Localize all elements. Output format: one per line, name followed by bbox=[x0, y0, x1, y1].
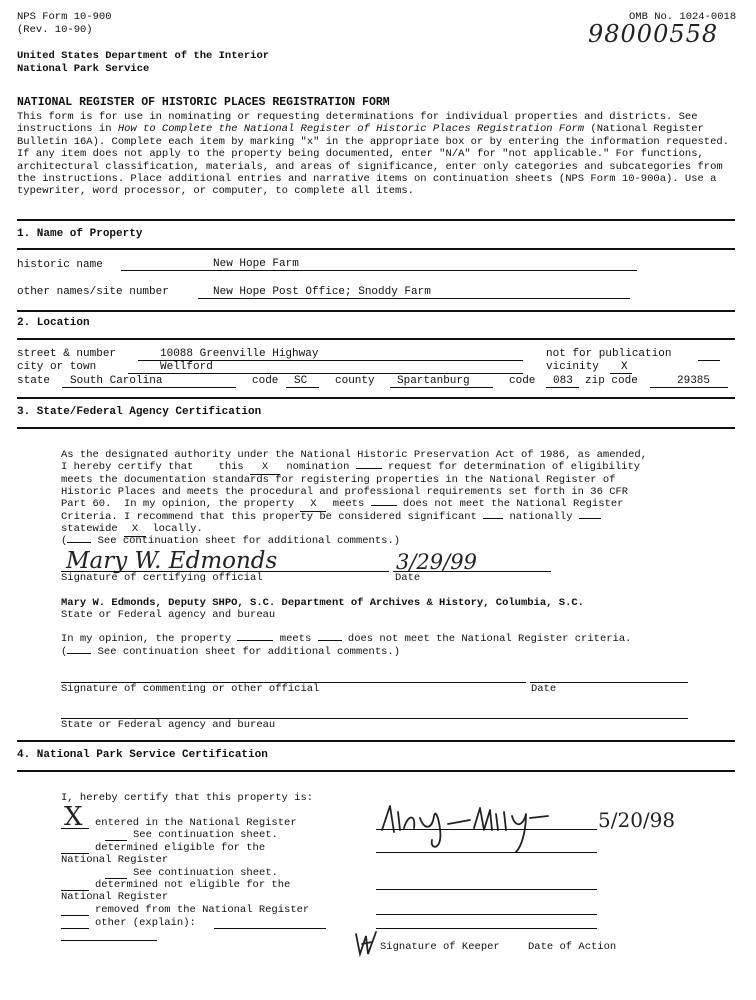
opinion-line-2-a: ( bbox=[61, 646, 68, 658]
county-line bbox=[390, 387, 493, 388]
cert-line-5-a: Part 60. In my opinion, the property bbox=[61, 498, 295, 510]
other-explain-line bbox=[214, 928, 326, 929]
cert-line-6 bbox=[61, 511, 601, 524]
form-revision: (Rev. 10-90) bbox=[17, 24, 93, 36]
service-name: National Park Service bbox=[17, 63, 150, 75]
cert-line-2-a: I hereby certify that this bbox=[61, 461, 244, 473]
section-divider bbox=[17, 770, 735, 772]
nps-intro: I, hereby certify that this property is: bbox=[61, 792, 314, 804]
state-code-label: code bbox=[252, 375, 279, 387]
see1-blank bbox=[105, 840, 127, 841]
other-names-value: New Hope Post Office; Snoddy Farm bbox=[213, 286, 431, 298]
entered-blank bbox=[61, 828, 89, 829]
signature-label: Signature of certifying official bbox=[61, 572, 263, 584]
opinion-line-2 bbox=[61, 646, 400, 659]
omb-number: OMB No. 1024-0018 bbox=[629, 11, 737, 23]
cert-line-3: meets the documentation standards for registering properties in the National Register of bbox=[61, 474, 616, 486]
county-code-label: code bbox=[509, 375, 536, 387]
entered-label: entered in the National Register bbox=[95, 817, 297, 829]
removed-label: removed from the National Register bbox=[95, 904, 310, 916]
county-value: Spartanburg bbox=[397, 375, 470, 387]
certifying-date-handwritten: 3/29/99 bbox=[396, 550, 477, 574]
zip-label: zip code bbox=[585, 375, 638, 387]
cert-line-8-a: ( bbox=[61, 535, 68, 547]
keeper-line-3 bbox=[376, 889, 597, 890]
opinion-text-c: does not meet the National Register criteria. bbox=[347, 633, 632, 645]
eligible-label: determined eligible for the bbox=[95, 842, 266, 854]
agency-label: State or Federal agency and bureau bbox=[61, 609, 276, 621]
cert-line-6-b: nationally bbox=[509, 511, 573, 523]
not-eligible-label-2: National Register bbox=[61, 891, 169, 903]
cert-line-7-a: statewide bbox=[61, 523, 118, 535]
vicinity-line bbox=[610, 373, 632, 374]
form-title: NATIONAL REGISTER OF HISTORIC PLACES REGISTRATION FORM bbox=[17, 96, 390, 109]
state-value: South Carolina bbox=[70, 375, 163, 387]
entered-mark-handwritten: X bbox=[64, 802, 83, 832]
see-continuation-1: See continuation sheet. bbox=[133, 829, 278, 841]
opinion-line-1 bbox=[61, 633, 631, 646]
cert-line-2 bbox=[61, 461, 640, 475]
section-4-heading: 4. National Park Service Certification bbox=[17, 749, 268, 761]
certifying-official-name: Mary W. Edmonds, Deputy SHPO, S.C. Department of Archives & History, Columbia, S.C. bbox=[61, 597, 584, 609]
historic-name-label: historic name bbox=[17, 259, 103, 271]
instructions-paragraph bbox=[17, 111, 733, 198]
vicinity-value: X bbox=[621, 361, 628, 373]
cert-line-6-a: Criteria. I recommend that this property be considered significant bbox=[61, 511, 477, 523]
city-line bbox=[128, 373, 523, 374]
vicinity-label: vicinity bbox=[546, 361, 599, 373]
cert-line-2-c: request for determination of eligibility bbox=[388, 461, 641, 473]
form-number: NPS Form 10-900 bbox=[17, 11, 112, 23]
cert-line-5-c: does not meet the National Register bbox=[402, 498, 624, 510]
comment-signature-label: Signature of commenting or other official bbox=[61, 683, 320, 695]
continuation-blank bbox=[67, 542, 91, 543]
instructions-text: This form is for use in nominating or requesting determinations for individual properties and districts. See instructions in bbox=[17, 111, 698, 136]
street-value: 10088 Greenville Highway bbox=[160, 348, 319, 360]
section-divider bbox=[17, 397, 735, 399]
opinion-continuation-blank bbox=[67, 653, 91, 654]
section-divider bbox=[17, 338, 735, 340]
section-divider bbox=[17, 310, 735, 312]
county-code-value: 083 bbox=[553, 375, 573, 387]
keeper-initials-handwritten bbox=[352, 928, 380, 958]
historic-name-value: New Hope Farm bbox=[213, 258, 299, 270]
other-label: other (explain): bbox=[95, 917, 196, 929]
not-for-publication-label: not for publication bbox=[546, 348, 672, 360]
keeper-signature-label: Signature of Keeper bbox=[380, 941, 500, 953]
other-names-line bbox=[198, 298, 630, 299]
cert-line-5 bbox=[61, 498, 623, 512]
cert-line-8-b: See continuation sheet for additional comments.) bbox=[91, 535, 401, 547]
action-date-handwritten: 5/20/98 bbox=[598, 808, 676, 832]
agency-2-label: State or Federal agency and bureau bbox=[61, 719, 276, 731]
keeper-signature-handwritten bbox=[376, 800, 596, 856]
section-divider bbox=[17, 427, 735, 429]
cert-line-1: As the designated authority under the National Historic Preservation Act of 1986, as amended, bbox=[61, 449, 647, 461]
opinion-text-b: meets bbox=[279, 633, 312, 645]
opinion-not-meet-blank bbox=[318, 640, 342, 641]
statewide-mark: X bbox=[124, 523, 146, 537]
nationally-blank-2 bbox=[579, 518, 601, 519]
state-code-line bbox=[286, 387, 319, 388]
state-label: state bbox=[17, 375, 51, 387]
zip-value: 29385 bbox=[677, 375, 711, 387]
does-not-meet-blank bbox=[371, 505, 397, 506]
county-label: county bbox=[335, 375, 375, 387]
request-blank bbox=[356, 468, 382, 469]
state-code-value: SC bbox=[294, 375, 308, 387]
county-code-line bbox=[546, 387, 579, 388]
cert-line-7-b: locally. bbox=[152, 523, 203, 535]
instructions-text-rest: (National Register Bulletin 16A). Complete each item by marking "x" in the appropriate box or by entering the information requested. If any item does not apply to the property being documented, enter "N/A" for "not applicable." For functions, architectural classification, materials, and areas of significance, enter only categories and subcategories from the instructions. Place additional entries and narrative items on continuation sheets (NPS Form 10-900a). Use a typewriter, word processor, or computer, to complete all items. bbox=[17, 123, 730, 198]
section-2-heading: 2. Location bbox=[17, 317, 90, 329]
removed-blank bbox=[61, 915, 89, 916]
nationally-blank bbox=[483, 518, 503, 519]
city-value: Wellford bbox=[160, 361, 213, 373]
section-1-heading: 1. Name of Property bbox=[17, 228, 143, 240]
cert-line-5-b: meets bbox=[332, 498, 365, 510]
keeper-line-5 bbox=[376, 928, 597, 929]
historic-name-line bbox=[121, 270, 637, 271]
zip-line bbox=[650, 387, 728, 388]
opinion-line-2-b: See continuation sheet for additional comments.) bbox=[91, 646, 401, 658]
see-continuation-2: See continuation sheet. bbox=[133, 867, 278, 879]
section-divider bbox=[17, 740, 735, 742]
instructions-title-italic: How to Complete the National Register of Historic Places Registration Form bbox=[117, 123, 585, 136]
other-blank bbox=[61, 928, 89, 929]
keeper-line-4 bbox=[376, 914, 597, 915]
state-line bbox=[62, 387, 236, 388]
section-divider bbox=[17, 219, 735, 221]
cert-line-4: Historic Places and meets the procedural and professional requirements set forth in 36 CFR bbox=[61, 486, 629, 498]
department-name: United States Department of the Interior bbox=[17, 50, 270, 62]
certifying-signature-handwritten: Mary W. Edmonds bbox=[66, 548, 278, 574]
other-names-label: other names/site number bbox=[17, 286, 169, 298]
section-3-heading: 3. State/Federal Agency Certification bbox=[17, 406, 262, 418]
keeper-line-1 bbox=[376, 829, 597, 830]
comment-date-label: Date bbox=[531, 683, 557, 695]
keeper-line-2 bbox=[376, 852, 597, 853]
street-label: street & number bbox=[17, 348, 117, 360]
date-label: Date bbox=[395, 572, 421, 584]
not-eligible-label: determined not eligible for the bbox=[95, 879, 291, 891]
date-of-action-label: Date of Action bbox=[528, 941, 617, 953]
cert-line-8 bbox=[61, 535, 400, 548]
not-for-publication-line bbox=[698, 360, 720, 361]
meets-mark: X bbox=[300, 498, 326, 512]
city-label: city or town bbox=[17, 361, 97, 373]
reference-number-handwritten: 98000558 bbox=[588, 20, 719, 48]
nomination-mark: X bbox=[250, 461, 280, 475]
opinion-text-a: In my opinion, the property bbox=[61, 633, 232, 645]
other-explain-line-2 bbox=[61, 940, 157, 941]
section-divider bbox=[17, 248, 735, 250]
cert-line-2-b: nomination bbox=[286, 461, 350, 473]
eligible-label-2: National Register bbox=[61, 854, 169, 866]
opinion-meets-blank bbox=[237, 640, 273, 641]
